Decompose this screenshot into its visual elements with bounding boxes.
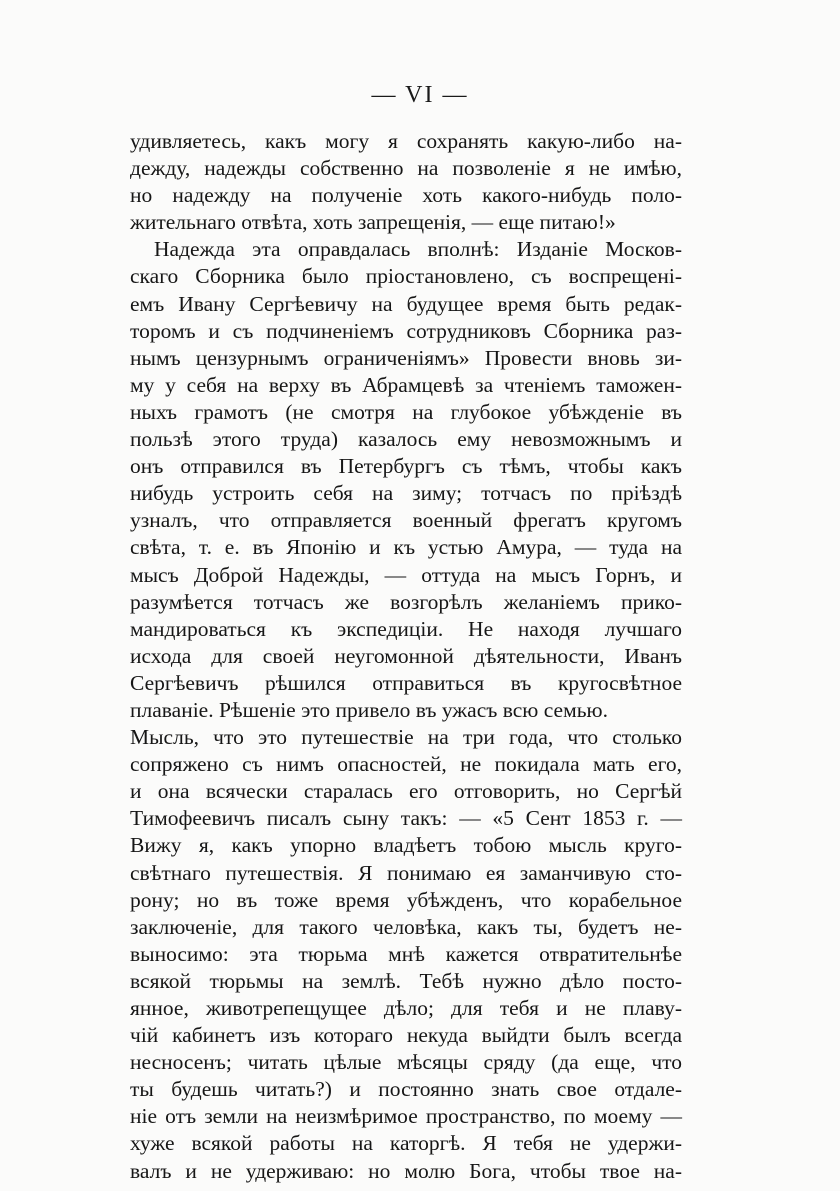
text-line: несносенъ; читать цѣлые мѣсяцы сряду (да еще, что [130,1050,682,1075]
text-line: Мысль, что это путешествіе на три года, что столько [130,725,682,750]
text-line: нибудь устроить себя на зиму; тотчасъ по пріѣздѣ [130,481,682,506]
text-line: ныхъ грамотъ (не смотря на глубокое убѣжденіе въ [130,399,682,424]
text-line: и она всячески старалась его отговорить, но Сергѣй [130,779,682,804]
text-line: жительнаго отвѣта, хоть запрещенія, — еще питаю!» [130,210,616,235]
text-line: исхода для своей неугомонной дѣятельности, Иванъ [130,643,682,668]
page-body-text [130,128,682,1185]
text-line: разумѣется тотчасъ же возгорѣлъ желаніемъ прико- [130,589,682,614]
text-line: но надежду на полученіе хоть какого-нибудь поло- [130,183,682,208]
text-line: Сергѣевичъ рѣшился отправиться въ кругосвѣтное [130,670,682,695]
text-line: всякой тюрьмы на землѣ. Тебѣ нужно дѣло посто- [130,968,682,993]
text-line: Вижу я, какъ упорно владѣетъ тобою мысль круго- [130,833,682,858]
text-line: сопряжено съ нимъ опасностей, не покидала мать его, [130,752,682,777]
text-line: выносимо: эта тюрьма мнѣ кажется отвратительнѣе [130,941,682,966]
text-line: узналъ, что отправляется военный фрегатъ кругомъ [130,508,682,533]
text-line: свѣтнаго путешествія. Я понимаю ея заманчивую сто- [130,860,682,885]
text-line: ты будешь читать?) и постоянно знать свое отдале- [130,1077,682,1102]
text-line: Надежда эта оправдалась вполнѣ: Изданіе Москов- [154,237,682,262]
text-line: ніе отъ земли на неизмѣримое пространство, по моему — [130,1104,682,1129]
text-line: заключеніе, для такого человѣка, какъ ты, будетъ не- [130,914,682,939]
text-line: свѣта, т. е. въ Японію и къ устью Амура, — туда на [130,535,682,560]
text-line: плаваніе. Рѣшеніе это привело въ ужасъ всю семью. [130,697,608,722]
text-line: дежду, надежды собственно на позволеніе я не имѣю, [130,156,682,181]
text-line: хуже всякой работы на каторгѣ. Я тебя не удержи- [130,1131,682,1156]
text-line: нымъ цензурнымъ ограниченіямъ» Провести вновь зи- [130,345,682,370]
page-number: — VI — [371,82,469,108]
text-line: янное, животрепещущее дѣло; для тебя и не плаву- [130,996,682,1020]
text-line: торомъ и съ подчиненіемъ сотрудниковъ Сборника раз- [130,318,682,343]
text-line: емъ Ивану Сергѣевичу на будущее время быть редак- [130,291,682,316]
text-line: чій кабинетъ изъ котораго некуда выйдти былъ всегда [130,1023,682,1048]
text-line: скаго Сборника было пріостановлено, съ воспрещені- [130,264,682,289]
text-line: валъ и не удерживаю: но молю Бога, чтобы твое на- [130,1158,682,1183]
text-line: мандироваться къ экспедиціи. Не находя лучшаго [130,616,682,641]
text-line: му у себя на верху въ Абрамцевѣ за чтеніемъ таможен- [130,372,682,397]
text-line: онъ отправился въ Петербургъ съ тѣмъ, чтобы какъ [130,454,682,479]
text-line: пользѣ этого труда) казалось ему невозможнымъ и [130,427,682,452]
text-line: мысъ Доброй Надежды, — оттуда на мысъ Горнъ, и [130,562,682,587]
text-line: удивляетесь, какъ могу я сохранять какую-либо на- [130,129,682,153]
text-line: рону; но въ тоже время убѣжденъ, что корабельное [130,887,682,912]
text-line: Тимофеевичъ писалъ сыну такъ: — «5 Сент 1853 г. — [130,806,682,831]
